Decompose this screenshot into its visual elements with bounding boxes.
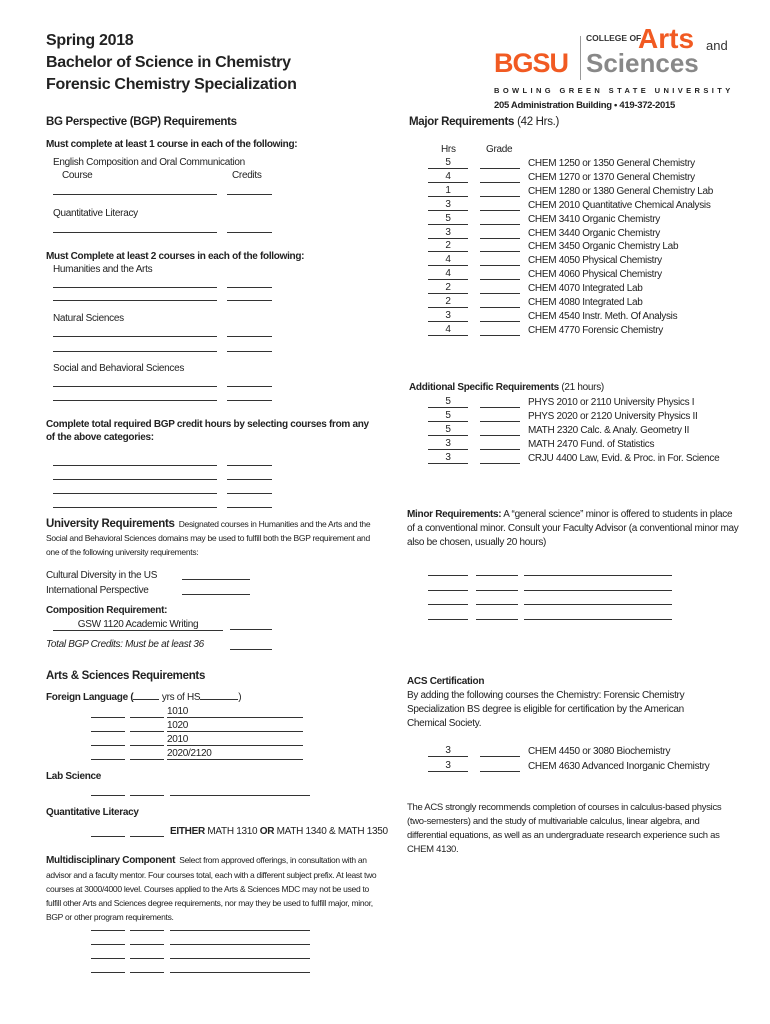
major-course-row <box>428 171 695 183</box>
major-course-hrs: 3 <box>428 199 468 211</box>
major-course-name: CHEM 3410 Organic Chemistry <box>528 213 660 225</box>
nat-course-line-2[interactable] <box>53 351 217 352</box>
major-course-row <box>428 282 643 294</box>
fl-level-1: 1010 <box>167 705 303 718</box>
as-quant-label: Quantitative Literacy <box>46 807 139 818</box>
major-course-row <box>428 157 695 169</box>
any-course-line-2[interactable] <box>53 479 217 480</box>
major-course-grade-blank[interactable] <box>480 335 520 336</box>
any-credit-line-1[interactable] <box>227 465 272 466</box>
soc-credit-line-1[interactable] <box>227 386 272 387</box>
major-course-hrs: 4 <box>428 254 468 266</box>
additional-title-row <box>409 382 604 393</box>
fl-line-b-4[interactable] <box>130 759 164 760</box>
any-course-line-1[interactable] <box>53 465 217 466</box>
additional-course-name: MATH 2470 Fund. of Statistics <box>528 438 655 450</box>
fl-line-b-3[interactable] <box>130 745 164 746</box>
fl-line-a-1[interactable] <box>91 717 125 718</box>
comp-req-title: Composition Requirement: <box>46 605 168 616</box>
credits-col-header: Credits <box>232 170 262 181</box>
sciences-wordmark: Sciences <box>586 48 699 78</box>
minor-block <box>407 508 739 550</box>
major-course-row <box>428 268 662 280</box>
major-course-grade-blank[interactable] <box>480 168 520 169</box>
mdc-line-b-2[interactable] <box>130 944 164 945</box>
major-course-hrs: 2 <box>428 240 468 252</box>
additional-course-name: PHYS 2020 or 2120 University Physics II <box>528 410 698 422</box>
address-line: 205 Administration Building • 419-372-2015 <box>494 100 675 111</box>
major-course-row <box>428 324 663 336</box>
bgsu-logo <box>494 23 734 116</box>
fl-line-a-4[interactable] <box>91 759 125 760</box>
mdc-title: Multidisciplinary Component <box>46 855 176 866</box>
college-of-label: COLLEGE OF <box>586 33 642 43</box>
acs-course-grade-blank[interactable] <box>480 771 520 772</box>
major-course-grade-blank[interactable] <box>480 321 520 322</box>
hum-course-line-2[interactable] <box>53 300 217 301</box>
any-course-line-3[interactable] <box>53 493 217 494</box>
mdc-line-a-3[interactable] <box>91 958 125 959</box>
additional-course-grade-blank[interactable] <box>480 449 520 450</box>
foreign-label: Foreign Language ( <box>46 692 134 703</box>
gsw-label: GSW 1120 Academic Writing <box>53 619 223 631</box>
major-course-row <box>428 240 678 252</box>
major-course-hrs: 5 <box>428 213 468 225</box>
social-label: Social and Behavioral Sciences <box>53 363 185 374</box>
minor-course-blank[interactable] <box>524 590 672 591</box>
fl-level-4: 2020/2120 <box>167 747 303 760</box>
mdc-line-c-2[interactable] <box>170 944 310 945</box>
minor-hrs-blank[interactable] <box>428 604 468 605</box>
minor-grade-blank[interactable] <box>476 590 518 591</box>
additional-course-grade-blank[interactable] <box>480 407 520 408</box>
any-credit-line-2[interactable] <box>227 479 272 480</box>
major-course-grade-blank[interactable] <box>480 238 520 239</box>
major-course-row <box>428 254 662 266</box>
mdc-line-b-3[interactable] <box>130 958 164 959</box>
additional-course-row <box>428 410 698 422</box>
total-bgp: Total BGP Credits: Must be at least 36 <box>46 639 204 650</box>
university-block <box>46 517 382 559</box>
additional-course-list <box>428 396 758 466</box>
nat-course-line-1[interactable] <box>53 336 217 337</box>
hrs-col-header: Hrs <box>441 144 456 155</box>
acs-course-name: CHEM 4450 or 3080 Biochemistry <box>528 746 671 757</box>
complete-total-note: Complete total required BGP credit hours by selecting courses from any of the above categories: <box>46 419 369 443</box>
acs-course-row <box>428 745 670 757</box>
major-course-hrs: 5 <box>428 157 468 169</box>
major-course-name: CHEM 4070 Integrated Lab <box>528 283 643 295</box>
acs-course-hrs: 3 <box>428 760 468 772</box>
additional-course-hrs: 5 <box>428 396 468 408</box>
major-course-name: CHEM 4060 Physical Chemistry <box>528 269 662 281</box>
quant-course-line[interactable] <box>53 232 217 233</box>
acs-course-grade-blank[interactable] <box>480 756 520 757</box>
additional-course-grade-blank[interactable] <box>480 421 520 422</box>
as-title: Arts & Sciences Requirements <box>46 670 206 682</box>
quant-credit-line[interactable] <box>227 232 272 233</box>
major-course-name: CHEM 1270 or 1370 General Chemistry <box>528 171 695 183</box>
gsw-course <box>53 618 223 631</box>
grade-col-header: Grade <box>486 144 513 155</box>
eng-course-line[interactable] <box>53 194 217 195</box>
major-course-grade-blank[interactable] <box>480 210 520 211</box>
foreign-language <box>46 691 241 704</box>
major-course-hrs: 2 <box>428 282 468 294</box>
course-col-header: Course <box>62 170 93 181</box>
major-title-row <box>409 116 559 128</box>
additional-course-row <box>428 396 694 408</box>
major-course-name: CHEM 4770 Forensic Chemistry <box>528 324 663 336</box>
additional-course-grade-blank[interactable] <box>480 435 520 436</box>
major-course-grade-blank[interactable] <box>480 307 520 308</box>
acs-course-name: CHEM 4630 Advanced Inorganic Chemistry <box>528 760 710 772</box>
term-title: Spring 2018 <box>46 32 134 49</box>
fl-line-a-2[interactable] <box>91 731 125 732</box>
major-course-hrs: 2 <box>428 296 468 308</box>
major-course-grade-blank[interactable] <box>480 224 520 225</box>
major-course-hrs: 4 <box>428 268 468 280</box>
foreign-hs-blank[interactable] <box>200 699 238 700</box>
eng-credit-line[interactable] <box>227 194 272 195</box>
major-course-list <box>428 157 758 347</box>
major-course-name: CHEM 2010 Quantitative Chemical Analysis <box>528 199 711 211</box>
nat-credit-line-1[interactable] <box>227 336 272 337</box>
mdc-line-a-4[interactable] <box>91 972 125 973</box>
foreign-mid: yrs of HS <box>161 692 201 703</box>
major-course-hrs: 4 <box>428 171 468 183</box>
eng-comp-label: English Composition and Oral Communication <box>53 157 245 168</box>
major-course-name: CHEM 3440 Organic Chemistry <box>528 227 660 239</box>
major-course-hrs: 3 <box>428 227 468 239</box>
fl-line-a-3[interactable] <box>91 745 125 746</box>
acs-course-list <box>428 745 758 775</box>
minor-desc: A “general science” minor is offered to students in place of a conventional minor. Consult your Faculty Advisor (a conventional minor may also be chosen, usually 20 hours) <box>407 509 739 548</box>
gsw-credit-line[interactable] <box>230 629 272 630</box>
major-course-name: CHEM 1280 or 1380 General Chemistry Lab <box>528 185 714 197</box>
additional-course-row <box>428 452 719 464</box>
university-title: University Requirements <box>46 518 175 530</box>
additional-course-name: MATH 2320 Calc. & Analy. Geometry II <box>528 424 690 436</box>
lab-science-label: Lab Science <box>46 771 102 782</box>
major-course-hrs: 4 <box>428 324 468 336</box>
minor-grade-blank[interactable] <box>476 619 518 620</box>
minor-grade-blank[interactable] <box>476 604 518 605</box>
major-course-name: CHEM 3450 Organic Chemistry Lab <box>528 241 679 253</box>
cultural-label: Cultural Diversity in the US <box>46 570 158 581</box>
mdc-line-c-4[interactable] <box>170 972 310 973</box>
minor-hrs-blank[interactable] <box>428 575 468 576</box>
acs-course-row <box>428 760 709 772</box>
lab-line-c[interactable] <box>170 795 310 796</box>
quant-label: Quantitative Literacy <box>53 208 138 219</box>
bgp-must-two: Must Complete at least 2 courses in each of the following: <box>46 251 305 262</box>
additional-hrs: (21 hours) <box>561 382 604 393</box>
soc-credit-line-2[interactable] <box>227 400 272 401</box>
mdc-line-a-2[interactable] <box>91 944 125 945</box>
major-course-grade-blank[interactable] <box>480 293 520 294</box>
and-label: and <box>706 38 728 53</box>
mdc-line-a-1[interactable] <box>91 930 125 931</box>
major-course-grade-blank[interactable] <box>480 196 520 197</box>
acs-title: ACS Certification <box>407 676 485 687</box>
additional-course-hrs: 5 <box>428 410 468 422</box>
soc-course-line-1[interactable] <box>53 386 217 387</box>
any-course-line-4[interactable] <box>53 507 217 508</box>
additional-course-name: PHYS 2010 or 2110 University Physics I <box>528 397 695 408</box>
additional-course-hrs: 5 <box>428 424 468 436</box>
major-course-row <box>428 199 711 211</box>
major-hrs-total: (42 Hrs.) <box>517 116 560 128</box>
as-quant-line-a[interactable] <box>91 836 125 837</box>
lab-line-b[interactable] <box>130 795 164 796</box>
acs-note: The ACS strongly recommends completion of courses in calculus-based physics (two-semesters) and the study of multivariable calculus, linear algebra, and differential equations, as well as an undergraduate research experience such as CHEM 4130. <box>407 802 722 855</box>
minor-title: Minor Requirements: <box>407 509 502 520</box>
minor-course-blank[interactable] <box>524 575 672 576</box>
major-course-name: CHEM 1250 or 1350 General Chemistry <box>528 158 695 169</box>
additional-course-row <box>428 424 689 436</box>
additional-course-hrs: 3 <box>428 438 468 450</box>
major-course-hrs: 3 <box>428 310 468 322</box>
fl-level-2: 1020 <box>167 719 303 732</box>
major-course-row <box>428 213 660 225</box>
major-course-name: CHEM 4540 Instr. Meth. Of Analysis <box>528 310 678 322</box>
hum-credit-line-2[interactable] <box>227 300 272 301</box>
major-course-name: CHEM 4080 Integrated Lab <box>528 297 643 308</box>
major-course-grade-blank[interactable] <box>480 251 520 252</box>
lab-line-a[interactable] <box>91 795 125 796</box>
math-options: EITHER MATH 1310 OR MATH 1340 & MATH 1350 <box>170 826 388 837</box>
university-desc: Designated courses in Humanities and the Arts and the Social and Behavioral Sciences domains may be used to fulfill both the BGP requirement and one of the following university requirements: <box>46 519 371 557</box>
mdc-block <box>46 853 382 924</box>
acs-desc: By adding the following courses the Chemistry: Forensic Chemistry Specialization BS degree is eligible for certification by the American Chemical Society. <box>407 690 685 729</box>
natural-label: Natural Sciences <box>53 313 124 324</box>
any-credit-line-3[interactable] <box>227 493 272 494</box>
major-course-row <box>428 227 660 239</box>
fl-line-b-2[interactable] <box>130 731 164 732</box>
specialization-title: Forensic Chemistry Specialization <box>46 76 297 93</box>
major-course-grade-blank[interactable] <box>480 182 520 183</box>
cultural-line[interactable] <box>182 579 250 580</box>
any-credit-line-4[interactable] <box>227 507 272 508</box>
minor-course-blank[interactable] <box>524 604 672 605</box>
hum-course-line-1[interactable] <box>53 287 217 288</box>
foreign-end: ) <box>238 692 242 703</box>
major-course-row <box>428 185 713 197</box>
major-course-row <box>428 296 643 308</box>
major-course-grade-blank[interactable] <box>480 265 520 266</box>
additional-title: Additional Specific Requirements <box>409 382 559 393</box>
bgp-must-one: Must complete at least 1 course in each of the following: <box>46 139 298 150</box>
foreign-years-blank[interactable] <box>133 699 159 700</box>
humanities-label: Humanities and the Arts <box>53 264 153 275</box>
total-bgp-line[interactable] <box>230 649 272 650</box>
major-course-row <box>428 310 677 322</box>
major-course-grade-blank[interactable] <box>480 279 520 280</box>
mdc-desc: Select from approved offerings, in consultation with an advisor and a faculty mentor. Four courses total, each with a different subject prefix. At least two courses at 3000/4000 level. Courses applied to the Arts & Sciences MDC may not be used to fulfill other Arts and Sciences degree requirements, nor may they be used to fulfill major, minor, BGP or other program requirements. <box>46 855 377 922</box>
fl-level-3: 2010 <box>167 733 303 746</box>
mdc-line-c-1[interactable] <box>170 930 310 931</box>
acs-course-hrs: 3 <box>428 745 468 757</box>
arts-wordmark: Arts <box>638 23 695 54</box>
bgp-title: BG Perspective (BGP) Requirements <box>46 116 237 128</box>
mdc-line-c-3[interactable] <box>170 958 310 959</box>
mdc-line-b-1[interactable] <box>130 930 164 931</box>
additional-course-grade-blank[interactable] <box>480 463 520 464</box>
major-course-hrs: 1 <box>428 185 468 197</box>
mdc-line-b-4[interactable] <box>130 972 164 973</box>
international-label: International Perspective <box>46 585 149 596</box>
additional-course-row <box>428 438 654 450</box>
university-name: BOWLING GREEN STATE UNIVERSITY <box>494 86 734 95</box>
nat-credit-line-2[interactable] <box>227 351 272 352</box>
additional-course-name: CRJU 4400 Law, Evid. & Proc. in For. Science <box>528 452 720 464</box>
hum-credit-line-1[interactable] <box>227 287 272 288</box>
minor-course-blank[interactable] <box>524 619 672 620</box>
additional-course-hrs: 3 <box>428 452 468 464</box>
minor-grade-blank[interactable] <box>476 575 518 576</box>
logo-divider <box>580 36 581 80</box>
degree-title: Bachelor of Science in Chemistry <box>46 54 291 71</box>
major-course-name: CHEM 4050 Physical Chemistry <box>528 255 662 267</box>
major-title: Major Requirements <box>409 116 515 128</box>
fl-line-b-1[interactable] <box>130 717 164 718</box>
page-title <box>46 30 297 96</box>
minor-hrs-blank[interactable] <box>428 590 468 591</box>
soc-course-line-2[interactable] <box>53 400 217 401</box>
international-line[interactable] <box>182 594 250 595</box>
bgsu-wordmark: BGSU <box>494 48 569 78</box>
as-quant-line-b[interactable] <box>130 836 164 837</box>
minor-hrs-blank[interactable] <box>428 619 468 620</box>
